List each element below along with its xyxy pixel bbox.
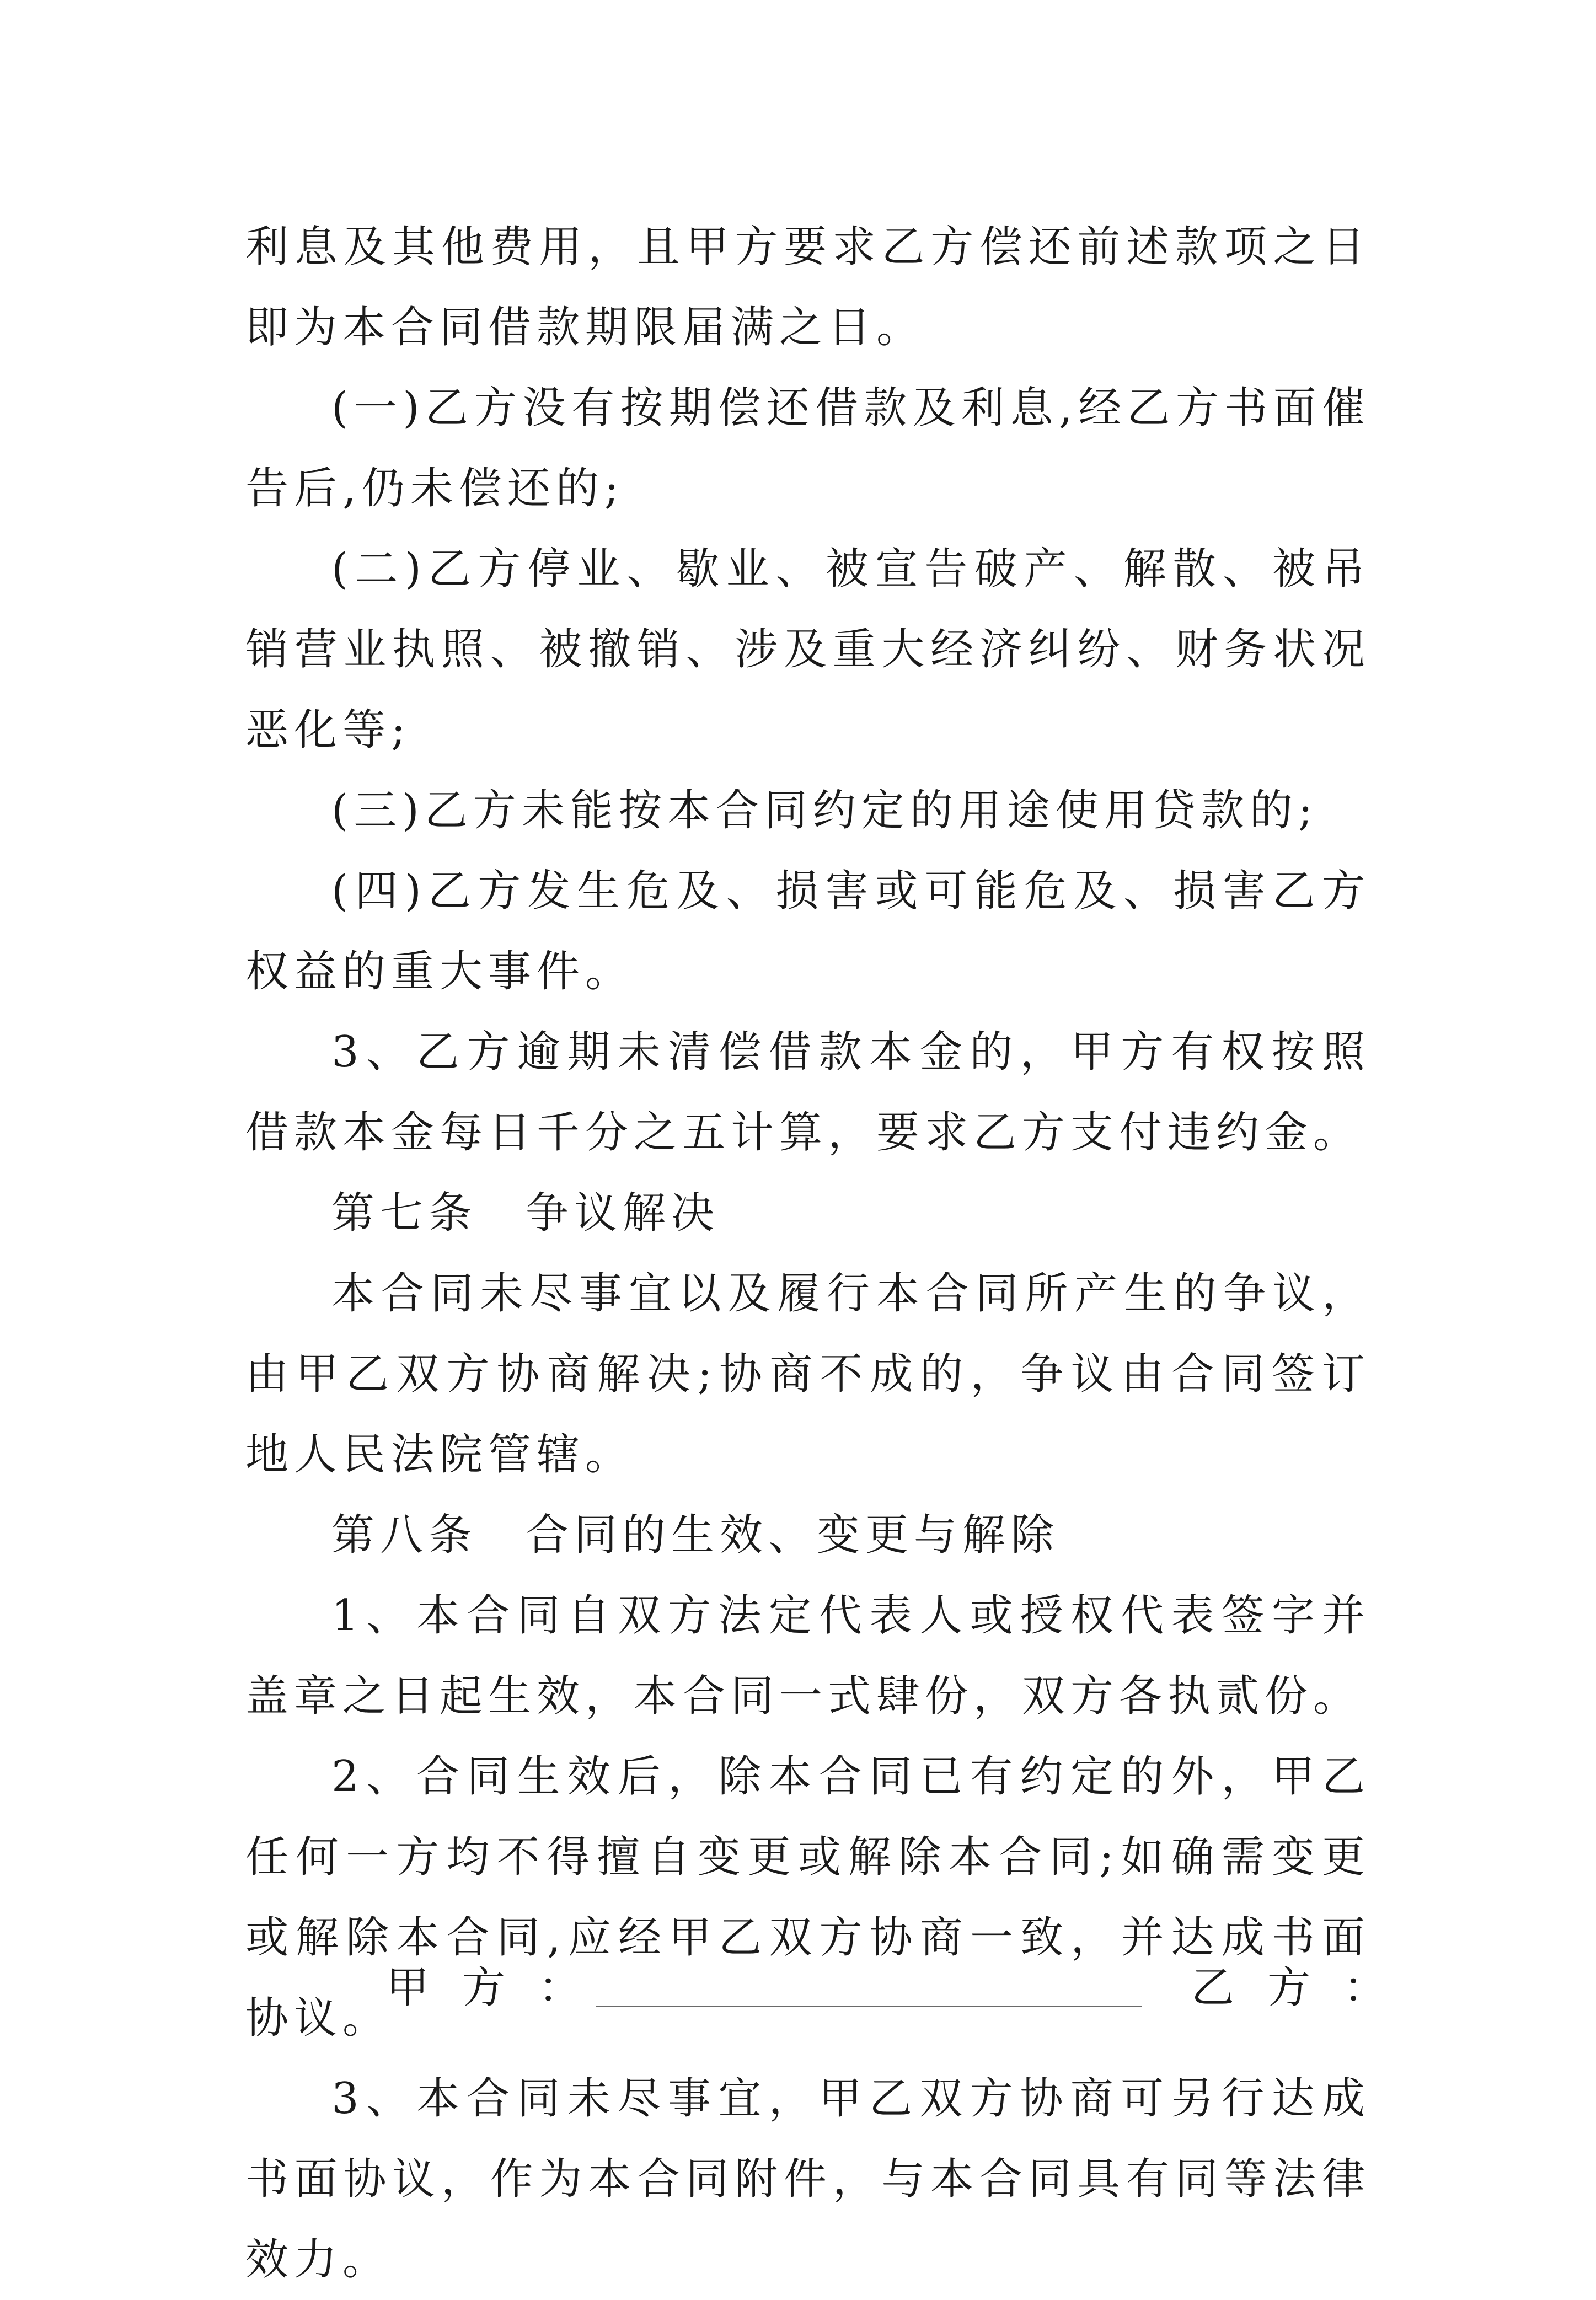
paragraph-supplement: 3、本合同未尽事宜，甲乙双方协商可另行达成书面协议，作为本合同附件，与本合同具有同等法律效力。: [245, 2074, 1370, 2285]
paragraph-modification: 2、合同生效后，除本合同已有约定的外，甲乙任何一方均不得擅自变更或解除本合同;如确需变更或解除本合同,应经甲乙双方协商一致，并达成书面协议。: [245, 1752, 1370, 2043]
paragraph-dispute-resolution: 本合同未尽事宜以及履行本合同所产生的争议，由甲乙双方协商解决;协商不成的，争议由合同签订地人民法院管辖。: [245, 1269, 1370, 1479]
paragraph-interest-terms: 利息及其他费用，且甲方要求乙方偿还前述款项之日即为本合同借款期限届满之日。: [245, 222, 1370, 352]
party-b-label: 乙方：: [1191, 1963, 1420, 2013]
party-a-label: 甲方：: [386, 1963, 615, 2013]
paragraph-effectiveness: 1、本合同自双方法定代表人或授权代表签字并盖章之日起生效，本合同一式肆份，双方各执贰份。: [245, 1591, 1370, 1721]
paragraph-clause-4: (四)乙方发生危及、损害或可能危及、损害乙方权益的重大事件。: [245, 866, 1370, 996]
party-a-signature-line: [596, 2006, 1142, 2007]
paragraph-clause-1: (一)乙方没有按期偿还借款及利息,经乙方书面催告后,仍未偿还的;: [245, 383, 1370, 513]
paragraph-clause-3: (三)乙方未能按本合同约定的用途使用贷款的;: [331, 786, 1319, 835]
paragraph-clause-2: (二)乙方停业、歇业、被宣告破产、解散、被吊销营业执照、被撤销、涉及重大经济纠纷、财务状况恶化等;: [245, 544, 1370, 755]
paragraph-penalty: 3、乙方逾期未清偿借款本金的，甲方有权按照借款本金每日千分之五计算，要求乙方支付违约金。: [245, 1027, 1370, 1157]
article-8-heading: 第八条 合同的生效、变更与解除: [331, 1510, 1060, 1560]
signature-row: [386, 1955, 1420, 2021]
article-7-heading: 第七条 争议解决: [331, 1188, 720, 1238]
